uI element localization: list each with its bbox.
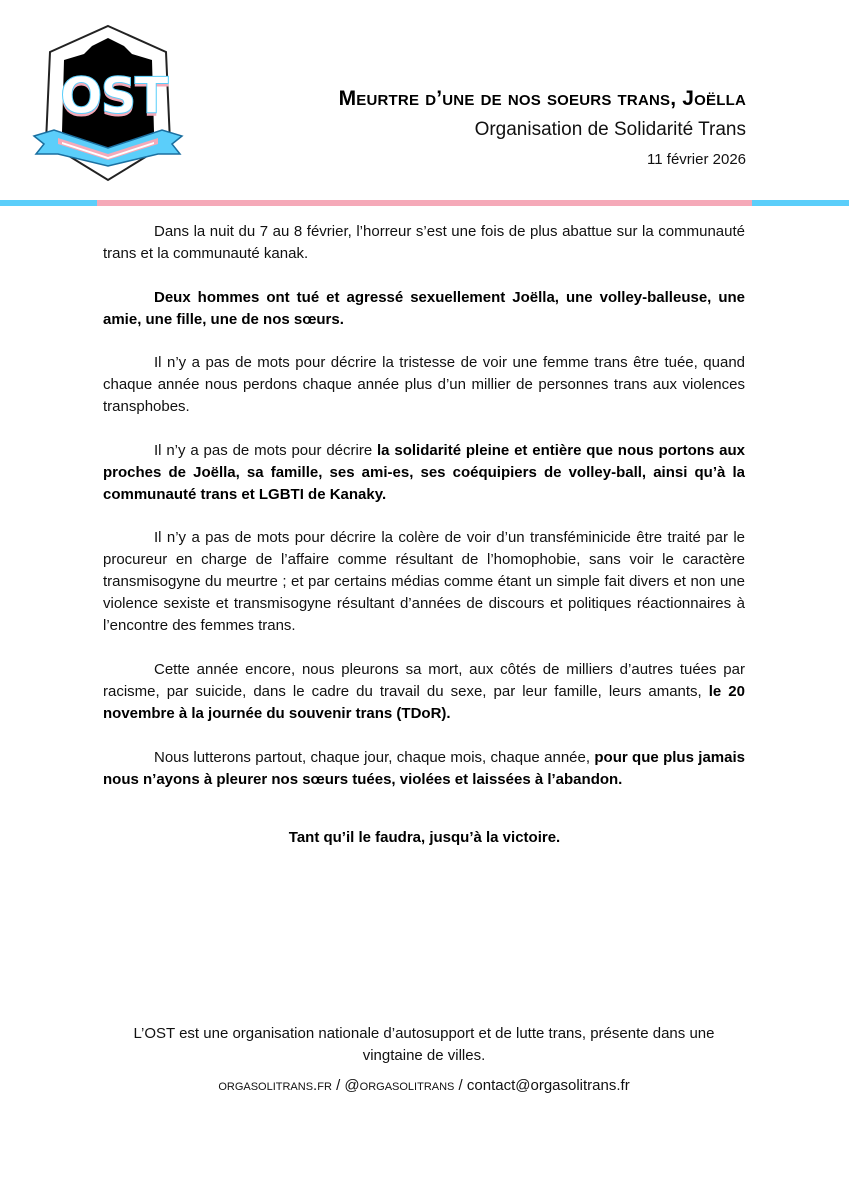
paragraph-text: Il n’y a pas de mots pour décrire la tristesse de voir une femme trans être tuée, quand chaque année nous perdons chaque année plus d’un millier de personnes trans aux violences transphobes. xyxy=(103,354,745,416)
footer-description: L’OST est une organisation nationale d’autosupport et de lutte trans, présente dans une vingtaine de villes. xyxy=(133,1025,715,1064)
emphasized-text: Deux hommes ont tué et agressé sexuellement Joëlla, une volley-balleuse, une amie, une fille, une de nos sœurs. xyxy=(103,288,745,328)
trans-flag-divider xyxy=(0,200,849,206)
paragraph-text: Il n’y a pas de mots pour décrire la colère de voir d’un transféminicide être traité par le procureur en charge de l’affaire comme résultant de l’homophobie, sans voir le caractère transmisogyne du meurtre ; et par certains médias comme étant un simple fait divers et non une violence sexiste et transmisogyne résultant d’années de discours et politiques réactionnaires à l’encontre des femmes trans. xyxy=(103,529,745,635)
footer xyxy=(103,1023,745,1097)
organization-name: Organisation de Solidarité Trans xyxy=(474,119,746,140)
body-paragraph xyxy=(103,287,745,331)
email-link[interactable]: contact@orgasolitrans.fr xyxy=(466,1077,630,1094)
footer-links xyxy=(103,1075,745,1097)
body-paragraph xyxy=(103,440,745,506)
emphasized-text: pour que plus jamais nous n’ayons à pleurer nos sœurs tuées, violées et laissées à l’abandon. xyxy=(103,748,745,788)
emphasized-text: la solidarité pleine et entière que nous portons aux proches de Joëlla, sa famille, ses ami-es, ses coéquipiers de volley-ball, ainsi qu’à la communauté trans et LGBTI de Kanaky. xyxy=(103,441,745,503)
document-body xyxy=(103,221,745,812)
paragraph-text: Cette année encore, nous pleurons sa mort, aux côtés de milliers d’autres tuées par racisme, par suicide, dans le cadre du travail du sexe, par leur famille, leurs amants, xyxy=(103,660,745,700)
ost-logo xyxy=(28,20,188,188)
body-paragraph xyxy=(103,659,745,725)
paragraph-text: Il n’y a pas de mots pour décrire xyxy=(154,441,378,459)
separator: / xyxy=(458,1077,463,1094)
body-paragraph xyxy=(103,527,745,637)
emphasized-text: le 20 novembre à la journée du souvenir trans (TDoR). xyxy=(103,682,745,722)
paragraph-text: Nous lutterons partout, chaque jour, chaque mois, chaque année, xyxy=(154,748,595,766)
separator: / xyxy=(336,1077,341,1094)
slogan: Tant qu’il le faudra, jusqu’à la victoire. xyxy=(288,829,561,846)
paragraph-text: Dans la nuit du 7 au 8 février, l’horreur s’est une fois de plus abattue sur la communauté trans et la communauté kanak. xyxy=(103,223,745,262)
document-title: Meurtre d’une de nos soeurs trans, Joëlla xyxy=(338,87,746,110)
social-handle[interactable]: @orgasolitrans xyxy=(344,1077,455,1094)
body-paragraph xyxy=(103,747,745,791)
body-paragraph xyxy=(103,352,745,418)
document-header xyxy=(339,86,746,171)
document-date: 11 février 2026 xyxy=(647,151,746,168)
body-paragraph xyxy=(103,221,745,265)
ost-logo-text: OST xyxy=(60,67,167,125)
website-link[interactable]: orgasolitrans.fr xyxy=(218,1077,332,1094)
